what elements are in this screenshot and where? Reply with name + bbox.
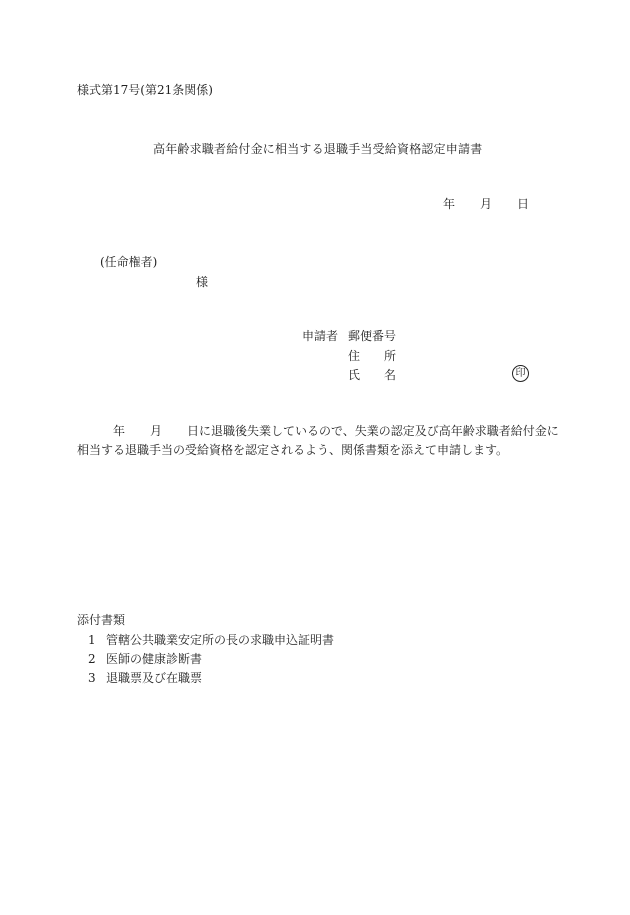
attachment-item <box>88 672 202 684</box>
attachment-number: 1 <box>88 633 96 647</box>
date-day-label: 日 <box>517 197 530 211</box>
attachment-text: 医師の健康診断書 <box>106 652 203 666</box>
seal-mark: 印 <box>512 365 529 382</box>
attachment-item <box>88 634 334 646</box>
address-label-char-2: 所 <box>384 349 397 363</box>
name-label-char-2: 名 <box>384 368 397 382</box>
date-month-label: 月 <box>480 197 493 211</box>
attachment-item <box>88 653 202 665</box>
date-year-label: 年 <box>443 197 456 211</box>
attachment-text: 退職票及び在職票 <box>106 671 203 685</box>
body-month-label: 月 <box>150 424 163 438</box>
document-title: 高年齢求職者給付金に相当する退職手当受給資格認定申請書 <box>153 142 483 156</box>
body-year-label: 年 <box>113 424 126 438</box>
body-line-1-text: 日に退職後失業しているので、失業の認定及び高年齢求職者給付金に <box>187 424 559 438</box>
address-label <box>348 350 396 362</box>
appointer-label: (任命権者) <box>100 255 158 269</box>
attachment-number: 2 <box>88 652 96 666</box>
honorific-sama: 様 <box>196 275 209 289</box>
body-text-line-1 <box>77 425 559 437</box>
attachments-heading: 添付書類 <box>77 613 126 627</box>
date-line <box>443 198 529 210</box>
name-label <box>348 369 396 381</box>
form-number: 様式第17号(第21条関係) <box>77 83 213 97</box>
body-text-line-2: 相当する退職手当の受給資格を認定されるよう、関係書類を添えて申請します。 <box>77 443 509 457</box>
attachment-text: 管轄公共職業安定所の長の求職申込証明書 <box>106 633 335 647</box>
address-label-char-1: 住 <box>348 349 361 363</box>
postal-code-label: 郵便番号 <box>348 329 397 343</box>
name-label-char-1: 氏 <box>348 368 361 382</box>
attachment-number: 3 <box>88 671 96 685</box>
applicant-label: 申請者 <box>302 329 339 343</box>
